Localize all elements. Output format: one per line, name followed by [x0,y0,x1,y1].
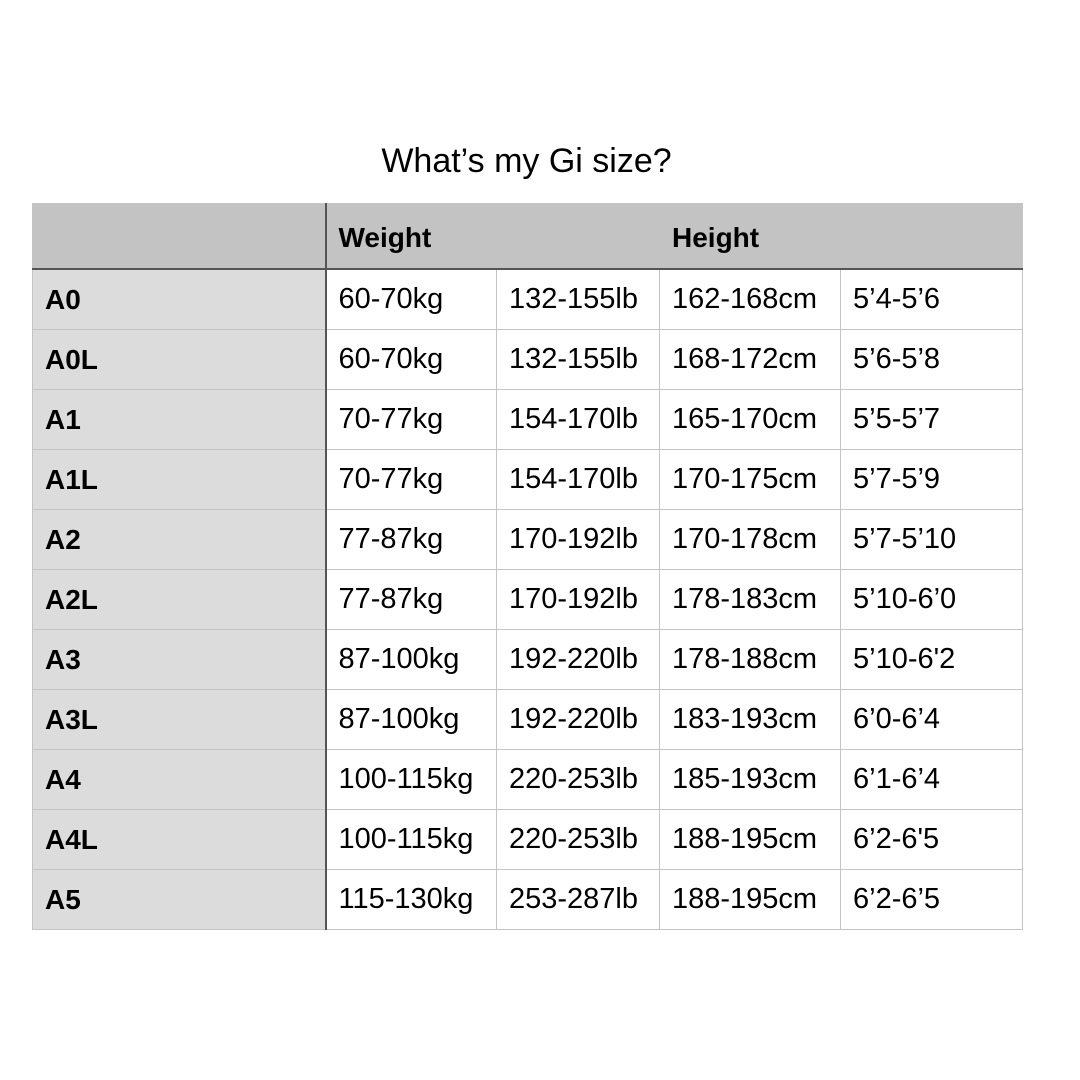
height-ft-cell: 5’5-5’7 [841,390,1023,450]
weight-lb-cell: 220-253lb [497,810,660,870]
size-cell: A3L [33,690,326,750]
height-cm-cell: 188-195cm [660,810,841,870]
header-weight: Weight [326,204,497,270]
weight-kg-cell: 87-100kg [326,630,497,690]
weight-lb-cell: 154-170lb [497,390,660,450]
height-cm-cell: 178-183cm [660,570,841,630]
table-row [33,570,1023,630]
table-row [33,330,1023,390]
size-cell: A0L [33,330,326,390]
size-cell: A4 [33,750,326,810]
weight-lb-cell: 132-155lb [497,269,660,330]
height-cm-cell: 178-188cm [660,630,841,690]
height-ft-cell: 6’2-6’5 [841,870,1023,930]
size-cell: A4L [33,810,326,870]
weight-kg-cell: 77-87kg [326,570,497,630]
size-cell: A2L [33,570,326,630]
weight-kg-cell: 70-77kg [326,450,497,510]
height-cm-cell: 188-195cm [660,870,841,930]
header-size-cell [33,204,326,270]
height-ft-cell: 5’6-5’8 [841,330,1023,390]
height-cm-cell: 162-168cm [660,269,841,330]
weight-kg-cell: 100-115kg [326,810,497,870]
height-cm-cell: 170-178cm [660,510,841,570]
weight-kg-cell: 115-130kg [326,870,497,930]
weight-kg-cell: 100-115kg [326,750,497,810]
weight-lb-cell: 253-287lb [497,870,660,930]
table-body [33,269,1023,930]
weight-lb-cell: 192-220lb [497,690,660,750]
weight-kg-cell: 77-87kg [326,510,497,570]
size-cell: A0 [33,269,326,330]
height-cm-cell: 168-172cm [660,330,841,390]
weight-kg-cell: 60-70kg [326,269,497,330]
weight-kg-cell: 70-77kg [326,390,497,450]
table-row [33,510,1023,570]
weight-kg-cell: 60-70kg [326,330,497,390]
page-title: What’s my Gi size? [381,142,672,180]
height-cm-cell: 185-193cm [660,750,841,810]
weight-lb-cell: 170-192lb [497,570,660,630]
table-row [33,690,1023,750]
header-height-ft [841,204,1023,270]
table-row [33,630,1023,690]
height-cm-cell: 183-193cm [660,690,841,750]
height-ft-cell: 6’2-6'5 [841,810,1023,870]
weight-lb-cell: 170-192lb [497,510,660,570]
header-weight-lb [497,204,660,270]
height-ft-cell: 6’1-6’4 [841,750,1023,810]
height-ft-cell: 5’7-5’9 [841,450,1023,510]
weight-lb-cell: 132-155lb [497,330,660,390]
size-cell: A3 [33,630,326,690]
table-row [33,810,1023,870]
table-row [33,750,1023,810]
weight-lb-cell: 154-170lb [497,450,660,510]
size-cell: A1L [33,450,326,510]
height-cm-cell: 165-170cm [660,390,841,450]
size-cell: A5 [33,870,326,930]
weight-kg-cell: 87-100kg [326,690,497,750]
height-ft-cell: 5’7-5’10 [841,510,1023,570]
table-row [33,269,1023,330]
table-row [33,390,1023,450]
height-ft-cell: 5’10-6’0 [841,570,1023,630]
table-row [33,450,1023,510]
height-ft-cell: 5’10-6'2 [841,630,1023,690]
size-cell: A2 [33,510,326,570]
size-cell: A1 [33,390,326,450]
header-height: Height [660,204,841,270]
height-ft-cell: 5’4-5’6 [841,269,1023,330]
weight-lb-cell: 220-253lb [497,750,660,810]
weight-lb-cell: 192-220lb [497,630,660,690]
table-header-row [33,204,1023,270]
height-cm-cell: 170-175cm [660,450,841,510]
table-row [33,870,1023,930]
gi-size-table [32,203,1023,930]
height-ft-cell: 6’0-6’4 [841,690,1023,750]
